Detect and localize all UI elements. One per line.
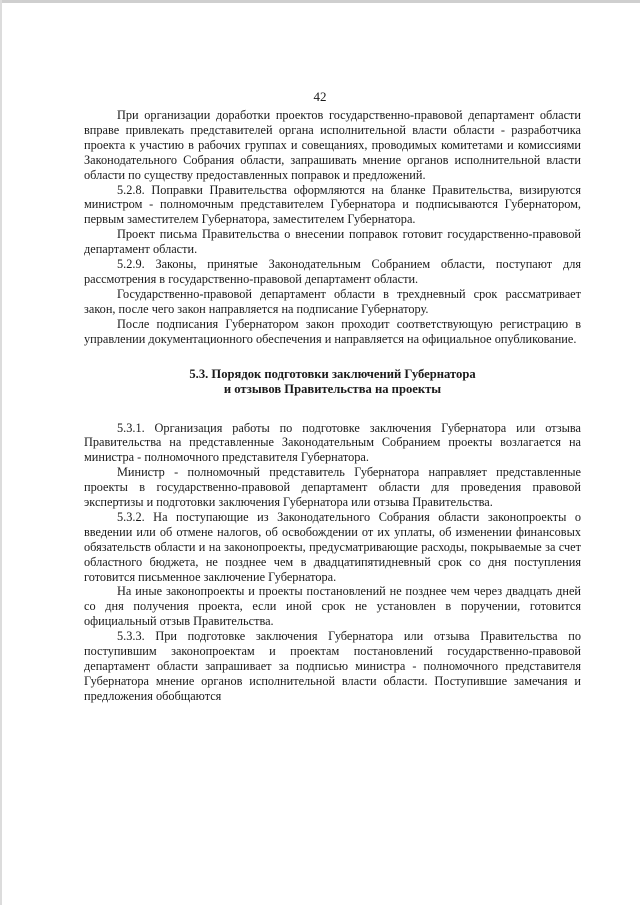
section-heading-line-2: и отзывов Правительства на проекты (223, 381, 442, 396)
paragraph: Проект письма Правительства о внесении поправок готовит государственно-правовой департамент области. (84, 227, 581, 257)
section-heading (84, 367, 581, 397)
paragraph: На иные законопроекты и проекты постановлений не позднее чем через двадцать дней со дня получения проекта, если иной срок не установлен в поручении, готовится официальный отзыв Правительства. (84, 584, 581, 629)
section-heading-line-1: 5.3. Порядок подготовки заключений Губернатора (189, 366, 476, 381)
paragraph: Министр - полномочный представитель Губернатора направляет представленные проекты в государственно-правовой департамент области для проведения правовой экспертизы и подготовки заключения Губернатора или отзыва Правительства. (84, 465, 581, 510)
document-body (84, 108, 581, 704)
paragraph: 5.2.9. Законы, принятые Законодательным Собранием области, поступают для рассмотрения в государственно-правовой департамент области. (84, 257, 581, 286)
paragraph: После подписания Губернатором закон проходит соответствующую регистрацию в управлении документационного обеспечения и направляется на официальное опубликование. (84, 316, 581, 346)
scan-left-edge (0, 0, 2, 905)
paragraph: 5.3.3. При подготовке заключения Губернатора или отзыва Правительства по поступившим законопроектам и проектам постановлений государственно-правовой департамент области запрашивает за подписью министра - полномочного представителя Губернатора мнение органов исполнительной власти области. Поступившие замечания и предложения обобщаются (84, 629, 581, 703)
page-number: 42 (313, 89, 327, 104)
scan-top-edge (0, 0, 640, 3)
paragraph: 5.2.8. Поправки Правительства оформляются на бланке Правительства, визируются министром - полномочным представителем Губернатора и подписываются Губернатором, первым заместителем Губернатора, заместителем Губернатора. (84, 182, 581, 227)
paragraph: 5.3.1. Организация работы по подготовке заключения Губернатора или отзыва Правительства на представленные Законодательным Собранием проекты возлагается на министра - полномочного представителя Губернатора. (84, 420, 581, 465)
paragraph: 5.3.2. На поступающие из Законодательного Собрания области законопроекты о введении или об отмене налогов, об освобождении от их уплаты, об изменении финансовых обязательств области и на законопроекты, предусматривающие расходы, покрываемые за счет областного бюджета, не позднее чем в двадцатипятидневный срок со дня поступления готовится письменное заключение Губернатора. (84, 509, 581, 584)
paragraph: При организации доработки проектов государственно-правовой департамент области вправе привлекать представителей органа исполнительной власти области - разработчика проекта к участию в рабочих группах и совещаниях, проводимых комитетами и комиссиями Законодательного Собрания области, запрашивать мнение органов исполнительной власти области по существу предоставленных поправок и предложений. (84, 108, 581, 182)
paragraph: Государственно-правовой департамент области в трехдневный срок рассматривает закон, после чего закон направляется на подписание Губернатору. (84, 286, 581, 316)
